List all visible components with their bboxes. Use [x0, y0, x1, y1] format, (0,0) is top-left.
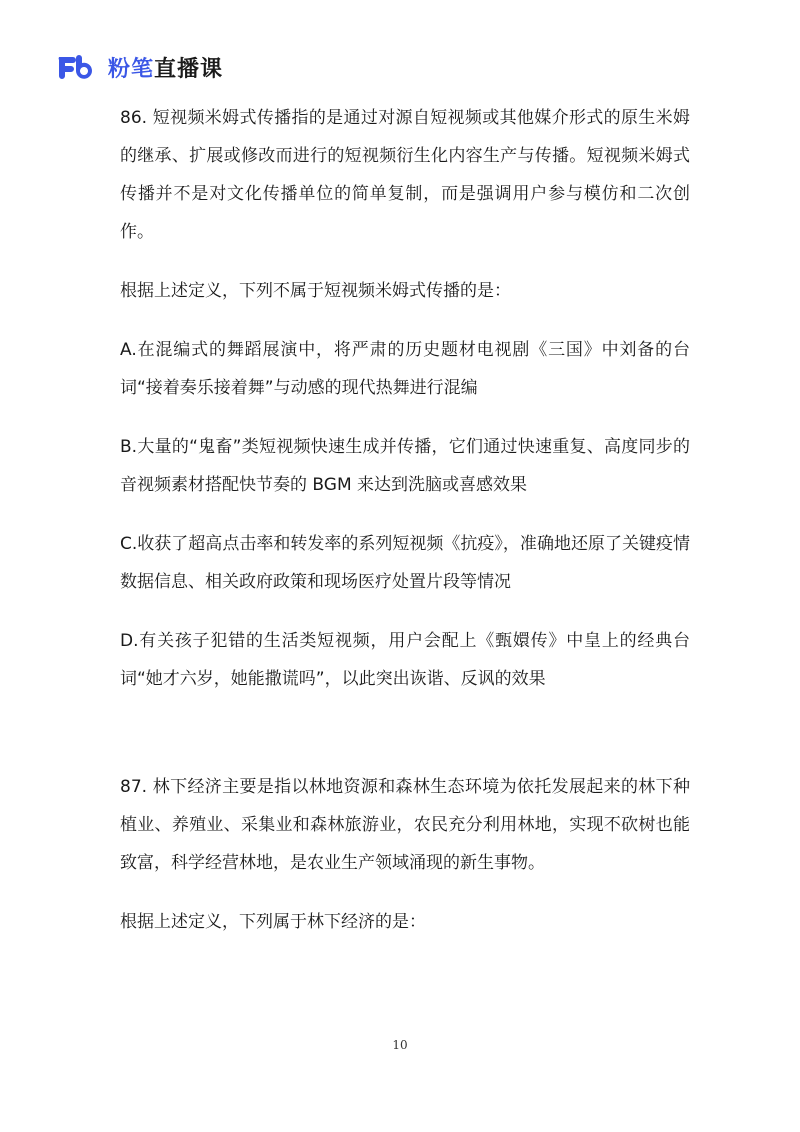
q86-option-b: B.大量的“鬼畜”类短视频快速生成并传播，它们通过快速重复、高度同步的音视频素材搭配快节奏的 BGM 来达到洗脑或喜感效果: [120, 437, 690, 495]
brand-name: [108, 52, 223, 83]
page-content: [120, 99, 690, 941]
q86-question: 根据上述定义，下列不属于短视频米姆式传播的是：: [120, 281, 511, 301]
q86-option-a: A.在混编式的舞蹈展演中，将严肃的历史题材电视剧《三国》中刘备的台词“接着奏乐接着舞”与动感的现代热舞进行混编: [120, 340, 690, 398]
brand-rest: 直播课: [154, 56, 224, 82]
q87-stem: 87. 林下经济主要是指以林地资源和森林生态环境为依托发展起来的林下种植业、养殖业、采集业和森林旅游业，农民充分利用林地，实现不砍树也能致富，科学经营林地，是农业生产领域涌现的新生事物。: [120, 777, 690, 873]
q86-option-c: C.收获了超高点击率和转发率的系列短视频《抗疫》，准确地还原了关键疫情数据信息、相关政府政策和现场医疗处置片段等情况: [120, 534, 690, 592]
q86-stem: 86. 短视频米姆式传播指的是通过对源自短视频或其他媒介形式的原生米姆的继承、扩展或修改而进行的短视频衍生化内容生产与传播。短视频米姆式传播并不是对文化传播单位的简单复制，而是强调用户参与模仿和二次创作。: [120, 108, 690, 242]
q87-question: 根据上述定义，下列属于林下经济的是：: [120, 912, 426, 932]
page-header: [56, 52, 223, 82]
page-number: 10: [392, 1038, 408, 1052]
brand-accent: 粉笔: [108, 56, 155, 82]
fb-logo-icon: [56, 53, 102, 81]
q86-option-d: D.有关孩子犯错的生活类短视频，用户会配上《甄嬛传》中皇上的经典台词“她才六岁，她能撒谎吗”，以此突出诙谐、反讽的效果: [120, 631, 690, 689]
